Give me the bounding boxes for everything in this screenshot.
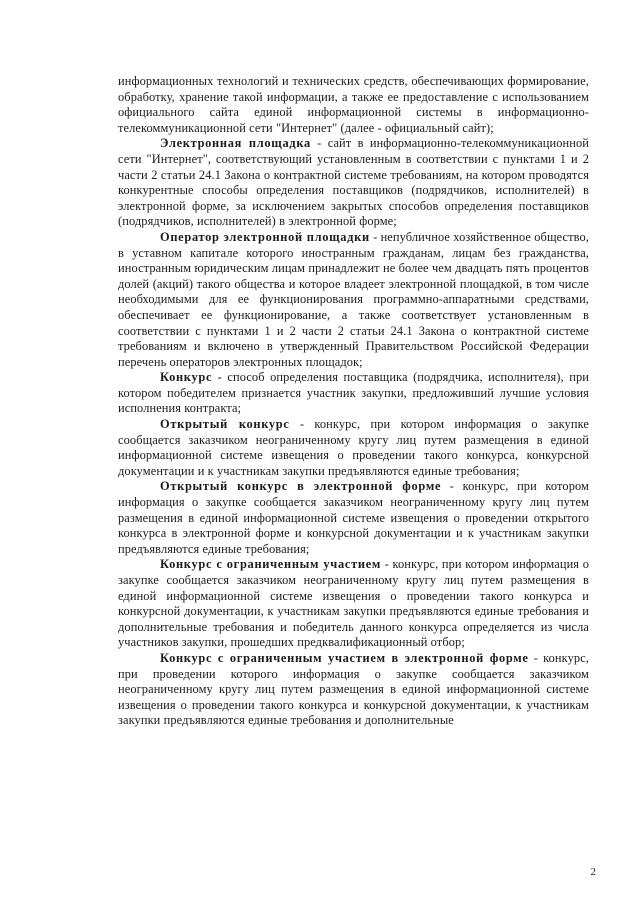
definition-text: - способ определения поставщика (подрядчика, исполнителя), при котором победителем признается участник закупки, предложивший лучшие условия исполнения контракта; bbox=[118, 370, 589, 416]
page-number: 2 bbox=[590, 866, 596, 878]
definition-term: Открытый конкурс bbox=[160, 417, 290, 432]
definition-open-tender bbox=[118, 417, 589, 479]
definition-term: Оператор электронной площадки bbox=[160, 229, 370, 244]
definition-term: Открытый конкурс в электронной форме bbox=[160, 479, 442, 494]
definition-term: Электронная площадка bbox=[160, 136, 311, 151]
definition-electronic-platform bbox=[118, 136, 589, 230]
definition-text: - сайт в информационно-телекоммуникационной сети "Интернет", соответствующий установленным в соответствии с пунктами 1 и 2 части 2 статьи 24.1 Закона о контрактной системе требованиям, на котором проводятся конкурентные способы определения поставщиков (подрядчиков, исполнителей) в электронной форме, за исключением закрытых способов определения поставщиков (подрядчиков, исполнителей) в электронной форме; bbox=[118, 136, 589, 229]
definition-text: - конкурс, при котором информация о закупке сообщается заказчиком неограниченному кругу лиц путем размещения в единой информационной системе извещения о проведении такого конкурса и конкурсной документации, к участникам закупки предъявляются единые требования и дополнительные требования и победитель данного конкурса определяется из числа участников закупки, прошедших предквалификационный отбор; bbox=[118, 557, 589, 650]
definition-term: Конкурс с ограниченным участием bbox=[160, 557, 382, 572]
definition-text: - непубличное хозяйственное общество, в уставном капитале которого иностранным гражданам, лицам без гражданства, иностранным юридическим лицам принадлежит не более чем двадцать пять процентов долей (акций) такого общества и которое владеет электронной площадкой, в том числе необходимыми для ее функционирования программно-аппаратными средствами, обеспечивает ее функционирование, а также соответствует установленным в соответствии с пунктами 1 и 2 части 2 статьи 24.1 Закона о контрактной системе требованиям и включено в утвержденный Правительством Российской Федерации перечень операторов электронных площадок; bbox=[118, 229, 589, 369]
definition-open-electronic-tender bbox=[118, 479, 589, 557]
definition-text: - конкурс, при котором информация о закупке сообщается заказчиком неограниченному кругу лиц путем размещения в единой информационной системе извещения о проведении открытого конкурса в электронной форме и конкурсной документации и к участникам закупки предъявляются единые требования; bbox=[118, 479, 589, 556]
definition-platform-operator bbox=[118, 230, 589, 370]
definition-limited-tender bbox=[118, 557, 589, 651]
definition-tender bbox=[118, 370, 589, 417]
definition-term: Конкурс bbox=[160, 370, 213, 385]
definition-text: - конкурс, при котором информация о закупке сообщается заказчиком неограниченному кругу лиц путем размещения в единой информационной системе извещения о проведении такого конкурса, конкурсной документации и к участникам закупки предъявляются единые требования; bbox=[118, 417, 589, 478]
definition-text: - конкурс, при проведении которого информация о закупке сообщается заказчиком неограниченному кругу лиц путем размещения в единой информационной системе извещения о проведении такого конкурса и конкурсной документации, к участникам закупки предъявляются единые требования и дополнительные bbox=[118, 650, 589, 728]
definition-term: Конкурс с ограниченным участием в электронной форме bbox=[160, 650, 529, 665]
intro-paragraph: информационных технологий и технических средств, обеспечивающих формирование, обработку, хранение такой информации, а также ее предоставление с использованием официального сайта единой информационной системы в информационно-телекоммуникационной сети "Интернет" (далее - официальный сайт); bbox=[118, 74, 589, 135]
document-body bbox=[118, 74, 589, 729]
definition-limited-electronic-tender bbox=[118, 651, 589, 729]
